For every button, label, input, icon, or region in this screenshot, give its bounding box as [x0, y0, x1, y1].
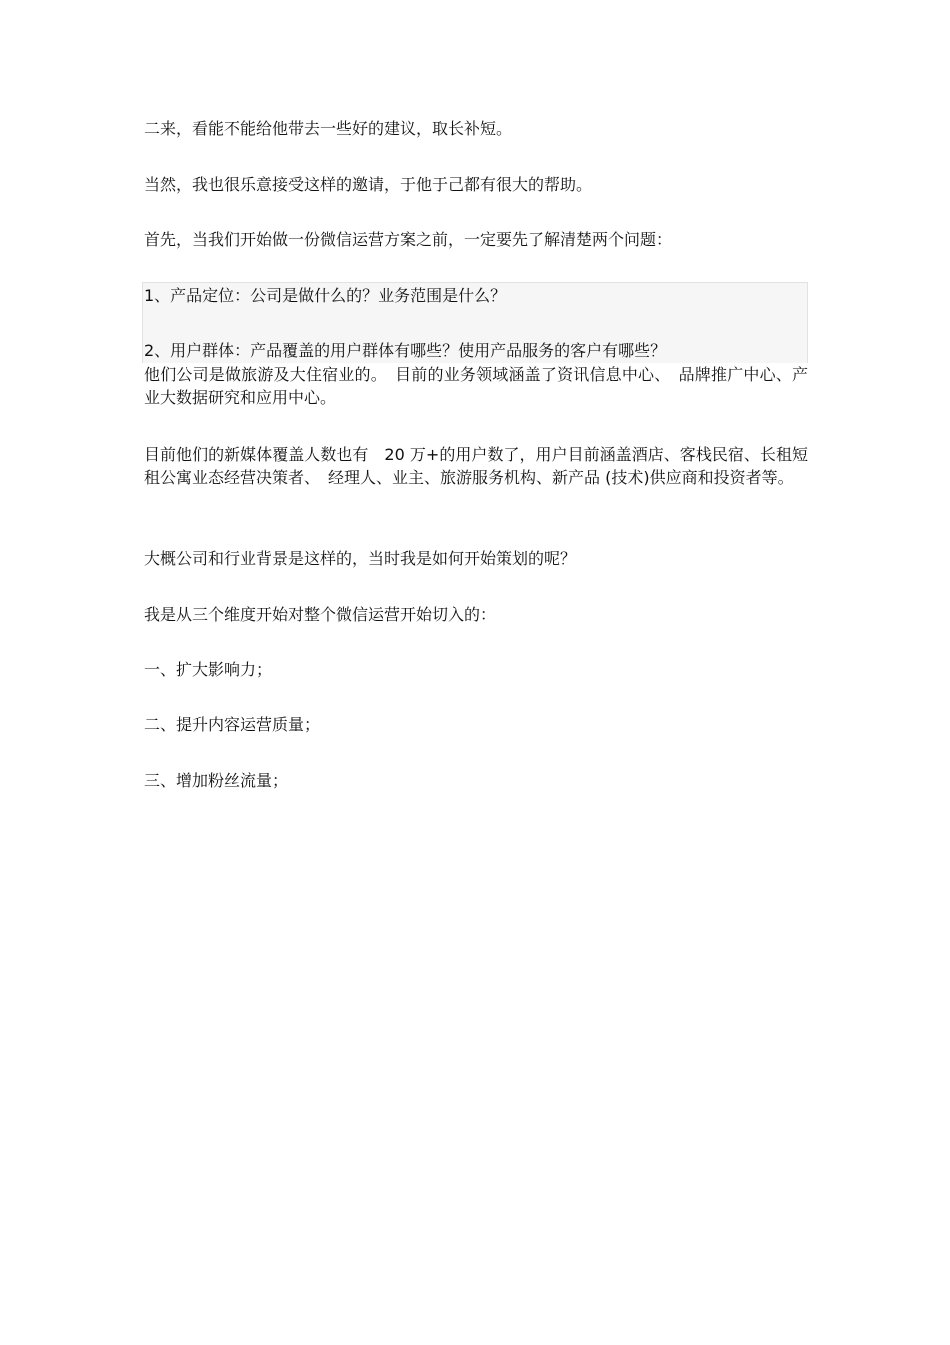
planning-question-line: 大概公司和行业背景是这样的，当时我是如何开始策划的呢？ — [144, 549, 577, 568]
dimension-item-influence: 一、扩大影响力； — [144, 660, 273, 679]
dimensions-intro-line: 我是从三个维度开始对整个微信运营开始切入的： — [144, 605, 497, 624]
intro-line-two-questions: 首先，当我们开始做一份微信运营方案之前，一定要先了解清楚两个问题： — [144, 230, 673, 249]
question-product-positioning: 1、产品定位：公司是做什么的？业务范围是什么？ — [144, 286, 507, 305]
intro-line-invitation: 当然，我也很乐意接受这样的邀请，于他于己都有很大的帮助。 — [144, 175, 593, 194]
intro-line-suggestions: 二来，看能不能给他带去一些好的建议，取长补短。 — [144, 119, 513, 138]
dimension-item-fan-traffic: 三、增加粉丝流量； — [144, 771, 289, 790]
company-business-paragraph: 他们公司是做旅游及大住宿业的。 目前的业务领域涵盖了资讯信息中心、 品牌推广中心、产业大数据研究和应用中心。 — [144, 365, 808, 407]
question-user-groups: 2、用户群体：产品覆盖的用户群体有哪些？使用产品服务的客户有哪些？ — [144, 341, 667, 360]
user-coverage-paragraph: 目前他们的新媒体覆盖人数也有 20 万+的用户数了，用户目前涵盖酒店、客栈民宿、长租短租公寓业态经营决策者、 经理人、业主、旅游服务机构、新产品 (技术)供应商和投资者等。 — [144, 445, 808, 487]
dimension-item-content-quality: 二、提升内容运营质量； — [144, 715, 321, 734]
